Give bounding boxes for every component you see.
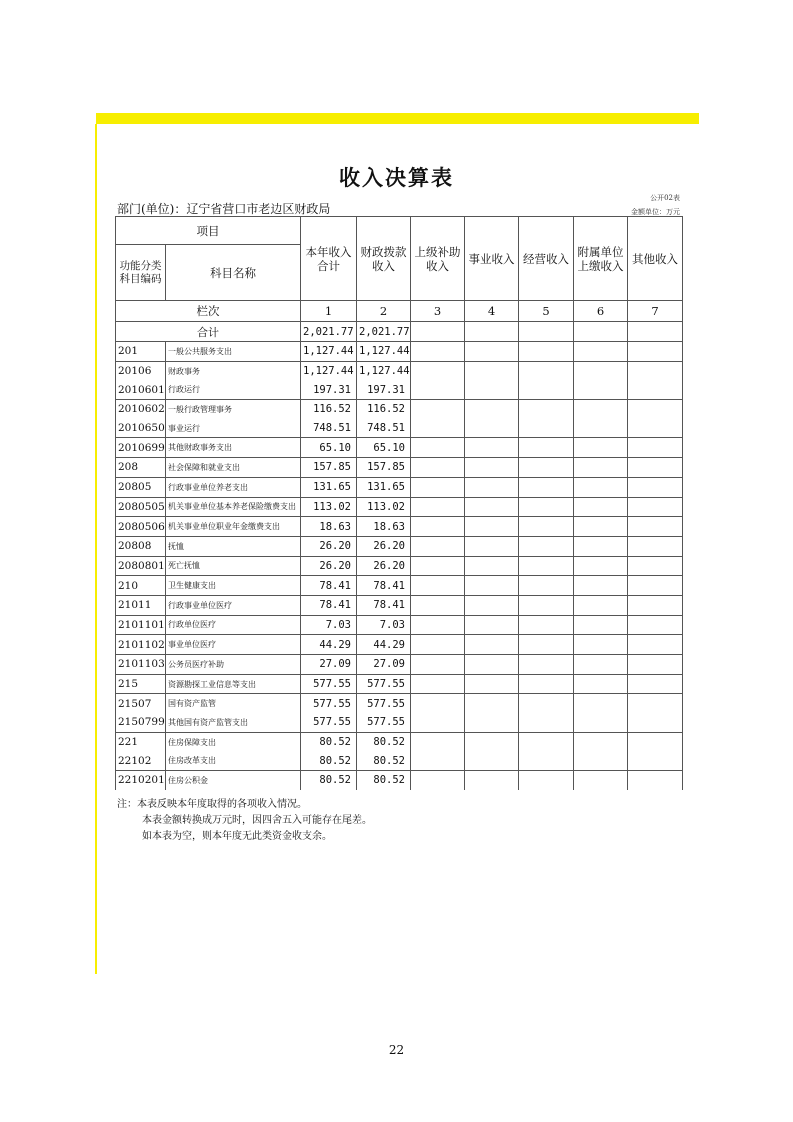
row-empty-cell: [519, 400, 574, 419]
row-c2: 80.52: [357, 751, 411, 770]
row-empty-cell: [465, 674, 519, 694]
row-code: 20805: [116, 477, 166, 497]
row-empty-cell: [519, 674, 574, 694]
row-empty-cell: [465, 751, 519, 770]
row-name: 一般行政管理事务: [166, 400, 301, 419]
row-empty-cell: [411, 419, 465, 438]
row-name: 住房改革支出: [166, 751, 301, 770]
row-c2: 116.52: [357, 400, 411, 419]
table-row: [116, 615, 683, 635]
row-empty-cell: [519, 713, 574, 732]
row-empty-cell: [574, 400, 628, 419]
row-empty-cell: [465, 517, 519, 537]
row-empty-cell: [519, 361, 574, 380]
header-func-code: 功能分类科目编码: [116, 245, 166, 301]
row-c1: 7.03: [301, 615, 357, 635]
total-row: [116, 322, 683, 342]
row-empty-cell: [465, 361, 519, 380]
row-empty-cell: [574, 419, 628, 438]
row-code: 21011: [116, 595, 166, 615]
row-empty-cell: [519, 497, 574, 517]
row-empty-cell: [628, 595, 683, 615]
row-empty-cell: [519, 576, 574, 596]
col-number: 2: [357, 301, 411, 322]
row-empty-cell: [628, 517, 683, 537]
row-empty-cell: [465, 732, 519, 751]
row-empty-cell: [628, 556, 683, 576]
row-empty-cell: [411, 694, 465, 713]
row-empty-cell: [519, 477, 574, 497]
row-empty-cell: [465, 342, 519, 362]
row-empty-cell: [628, 342, 683, 362]
row-code: 20106: [116, 361, 166, 380]
row-code: 2080505: [116, 497, 166, 517]
header-col2: 财政拨款收入: [357, 217, 411, 301]
col-number: 5: [519, 301, 574, 322]
row-c1: 113.02: [301, 497, 357, 517]
row-c1: 18.63: [301, 517, 357, 537]
row-c2: 44.29: [357, 635, 411, 655]
row-empty-cell: [465, 615, 519, 635]
row-c1: 748.51: [301, 419, 357, 438]
row-c2: 1,127.44: [357, 361, 411, 380]
row-name: 行政事业单位医疗: [166, 595, 301, 615]
row-c2: 80.52: [357, 771, 411, 790]
row-empty-cell: [628, 635, 683, 655]
top-accent-bar: [96, 113, 699, 124]
row-c1: 157.85: [301, 458, 357, 478]
row-empty-cell: [574, 655, 628, 675]
table-row: [116, 694, 683, 713]
row-empty-cell: [465, 400, 519, 419]
row-empty-cell: [628, 615, 683, 635]
row-code: 201: [116, 342, 166, 362]
row-empty-cell: [628, 674, 683, 694]
table-row: [116, 732, 683, 751]
row-empty-cell: [411, 655, 465, 675]
row-c2: 157.85: [357, 458, 411, 478]
row-empty-cell: [628, 400, 683, 419]
row-c2: 78.41: [357, 595, 411, 615]
row-code: 2010699: [116, 438, 166, 458]
row-code: 2101102: [116, 635, 166, 655]
row-c1: 78.41: [301, 576, 357, 596]
row-c2: 577.55: [357, 713, 411, 732]
row-name: 行政运行: [166, 380, 301, 399]
row-empty-cell: [628, 361, 683, 380]
row-code: 2080506: [116, 517, 166, 537]
row-empty-cell: [574, 713, 628, 732]
row-empty-cell: [411, 380, 465, 399]
row-empty-cell: [411, 674, 465, 694]
row-empty-cell: [411, 536, 465, 556]
table-row: [116, 536, 683, 556]
row-empty-cell: [519, 771, 574, 790]
row-empty-cell: [574, 361, 628, 380]
row-code: 215: [116, 674, 166, 694]
header-col7: 其他收入: [628, 217, 683, 301]
col-number: 1: [301, 301, 357, 322]
table-row: [116, 517, 683, 537]
row-c2: 80.52: [357, 732, 411, 751]
row-code: 22102: [116, 751, 166, 770]
table-row: [116, 635, 683, 655]
row-name: 抚恤: [166, 536, 301, 556]
row-c2: 113.02: [357, 497, 411, 517]
row-empty-cell: [465, 694, 519, 713]
row-empty-cell: [574, 380, 628, 399]
row-empty-cell: [574, 615, 628, 635]
left-accent-line: [95, 124, 97, 974]
row-empty-cell: [519, 595, 574, 615]
row-c2: 7.03: [357, 615, 411, 635]
row-c1: 44.29: [301, 635, 357, 655]
table-row: [116, 400, 683, 419]
row-name: 死亡抚恤: [166, 556, 301, 576]
row-c1: 131.65: [301, 477, 357, 497]
table-row: [116, 576, 683, 596]
row-empty-cell: [465, 556, 519, 576]
row-empty-cell: [411, 400, 465, 419]
row-name: 一般公共服务支出: [166, 342, 301, 362]
row-empty-cell: [411, 615, 465, 635]
form-number: 公开02表: [650, 194, 680, 202]
header-col5: 经营收入: [519, 217, 574, 301]
row-empty-cell: [628, 380, 683, 399]
row-empty-cell: [465, 655, 519, 675]
row-empty-cell: [411, 713, 465, 732]
header-subject-name: 科目名称: [166, 245, 301, 301]
row-empty-cell: [411, 556, 465, 576]
row-name: 公务员医疗补助: [166, 655, 301, 675]
row-empty-cell: [574, 674, 628, 694]
row-empty-cell: [465, 458, 519, 478]
row-empty-cell: [574, 342, 628, 362]
row-c2: 577.55: [357, 694, 411, 713]
table-row: [116, 556, 683, 576]
row-name: 其他国有资产监管支出: [166, 713, 301, 732]
row-empty-cell: [574, 458, 628, 478]
row-name: 卫生健康支出: [166, 576, 301, 596]
row-name: 事业单位医疗: [166, 635, 301, 655]
row-c2: 1,127.44: [357, 342, 411, 362]
row-c1: 26.20: [301, 556, 357, 576]
row-empty-cell: [519, 342, 574, 362]
row-empty-cell: [411, 517, 465, 537]
row-empty-cell: [628, 771, 683, 790]
col-number: 3: [411, 301, 465, 322]
row-empty-cell: [574, 536, 628, 556]
row-c2: 197.31: [357, 380, 411, 399]
row-c1: 80.52: [301, 732, 357, 751]
table-row: [116, 342, 683, 362]
row-empty-cell: [465, 635, 519, 655]
row-code: 221: [116, 732, 166, 751]
row-empty-cell: [519, 438, 574, 458]
income-table: [115, 216, 683, 790]
row-empty-cell: [411, 361, 465, 380]
table-row: [116, 713, 683, 732]
table-row: [116, 751, 683, 770]
row-c1: 1,127.44: [301, 361, 357, 380]
row-c1: 577.55: [301, 674, 357, 694]
row-c2: 748.51: [357, 419, 411, 438]
row-empty-cell: [411, 595, 465, 615]
row-empty-cell: [465, 595, 519, 615]
row-name: 机关事业单位职业年金缴费支出: [166, 517, 301, 537]
row-code: 208: [116, 458, 166, 478]
table-notes: [117, 797, 372, 845]
row-empty-cell: [574, 477, 628, 497]
row-c2: 26.20: [357, 536, 411, 556]
row-empty-cell: [411, 635, 465, 655]
row-empty-cell: [519, 694, 574, 713]
row-name: 住房公积金: [166, 771, 301, 790]
note-line: 如本表为空，则本年度无此类资金收支余。: [142, 831, 332, 842]
row-code: 2010602: [116, 400, 166, 419]
col-number: 7: [628, 301, 683, 322]
row-c2: 78.41: [357, 576, 411, 596]
table-row: [116, 595, 683, 615]
row-empty-cell: [519, 655, 574, 675]
row-code: 2010650: [116, 419, 166, 438]
table-row: [116, 655, 683, 675]
row-empty-cell: [411, 438, 465, 458]
row-name: 社会保障和就业支出: [166, 458, 301, 478]
row-empty-cell: [519, 732, 574, 751]
row-name: 财政事务: [166, 361, 301, 380]
row-empty-cell: [574, 576, 628, 596]
row-empty-cell: [574, 556, 628, 576]
row-empty-cell: [411, 751, 465, 770]
row-empty-cell: [519, 536, 574, 556]
row-code: 210: [116, 576, 166, 596]
row-empty-cell: [628, 713, 683, 732]
header-col3: 上级补助收入: [411, 217, 465, 301]
row-empty-cell: [519, 556, 574, 576]
row-empty-cell: [411, 497, 465, 517]
row-empty-cell: [519, 380, 574, 399]
row-empty-cell: [628, 477, 683, 497]
row-empty-cell: [628, 497, 683, 517]
table-row: [116, 361, 683, 380]
table-row: [116, 438, 683, 458]
row-empty-cell: [411, 342, 465, 362]
table-row: [116, 497, 683, 517]
row-empty-cell: [465, 380, 519, 399]
row-empty-cell: [411, 477, 465, 497]
row-code: 2101101: [116, 615, 166, 635]
table-row: [116, 771, 683, 790]
table-row: [116, 458, 683, 478]
row-c1: 197.31: [301, 380, 357, 399]
row-c1: 577.55: [301, 694, 357, 713]
row-c2: 65.10: [357, 438, 411, 458]
col-number: 6: [574, 301, 628, 322]
row-c1: 80.52: [301, 751, 357, 770]
row-c2: 26.20: [357, 556, 411, 576]
row-c1: 116.52: [301, 400, 357, 419]
row-empty-cell: [465, 497, 519, 517]
row-empty-cell: [519, 635, 574, 655]
row-empty-cell: [519, 615, 574, 635]
row-empty-cell: [411, 771, 465, 790]
row-c2: 18.63: [357, 517, 411, 537]
row-empty-cell: [574, 732, 628, 751]
row-empty-cell: [628, 751, 683, 770]
row-empty-cell: [411, 576, 465, 596]
row-empty-cell: [574, 517, 628, 537]
row-empty-cell: [628, 655, 683, 675]
note-line: 本表金额转换成万元时，因四舍五入可能存在尾差。: [142, 815, 372, 826]
row-c1: 65.10: [301, 438, 357, 458]
row-empty-cell: [574, 595, 628, 615]
row-c1: 78.41: [301, 595, 357, 615]
row-c2: 27.09: [357, 655, 411, 675]
row-code: 2150799: [116, 713, 166, 732]
row-name: 资源勘探工业信息等支出: [166, 674, 301, 694]
total-c1: 2,021.77: [301, 322, 357, 342]
header-col4: 事业收入: [465, 217, 519, 301]
row-empty-cell: [574, 694, 628, 713]
total-c2: 2,021.77: [357, 322, 411, 342]
row-c1: 27.09: [301, 655, 357, 675]
row-empty-cell: [465, 419, 519, 438]
row-c1: 577.55: [301, 713, 357, 732]
amount-unit: 金额单位：万元: [631, 208, 680, 216]
row-empty-cell: [574, 497, 628, 517]
row-empty-cell: [628, 536, 683, 556]
row-code: 21507: [116, 694, 166, 713]
table-row: [116, 419, 683, 438]
header-project: 项目: [116, 217, 301, 245]
row-empty-cell: [519, 458, 574, 478]
row-empty-cell: [465, 438, 519, 458]
row-name: 机关事业单位基本养老保险缴费支出: [166, 497, 301, 517]
row-empty-cell: [628, 419, 683, 438]
row-empty-cell: [465, 477, 519, 497]
col-number: 4: [465, 301, 519, 322]
row-empty-cell: [574, 635, 628, 655]
row-empty-cell: [465, 536, 519, 556]
row-empty-cell: [574, 751, 628, 770]
row-name: 事业运行: [166, 419, 301, 438]
row-empty-cell: [465, 771, 519, 790]
row-empty-cell: [519, 517, 574, 537]
row-empty-cell: [628, 732, 683, 751]
row-empty-cell: [411, 458, 465, 478]
row-empty-cell: [628, 438, 683, 458]
header-col6: 附属单位上缴收入: [574, 217, 628, 301]
note-line: 注：本表反映本年度取得的各项收入情况。: [117, 799, 307, 810]
page-title: 收入决算表: [339, 166, 454, 190]
row-empty-cell: [574, 771, 628, 790]
row-c1: 80.52: [301, 771, 357, 790]
row-empty-cell: [465, 576, 519, 596]
row-c1: 26.20: [301, 536, 357, 556]
row-empty-cell: [628, 458, 683, 478]
row-code: 20808: [116, 536, 166, 556]
header-col1: 本年收入合计: [301, 217, 357, 301]
row-empty-cell: [411, 732, 465, 751]
row-code: 2010601: [116, 380, 166, 399]
table-row: [116, 380, 683, 399]
row-c2: 131.65: [357, 477, 411, 497]
page-number: 22: [388, 1043, 405, 1057]
table-row: [116, 674, 683, 694]
row-empty-cell: [628, 694, 683, 713]
row-name: 其他财政事务支出: [166, 438, 301, 458]
total-label: 合计: [116, 322, 301, 342]
row-code: 2080801: [116, 556, 166, 576]
header-row-label: 栏次: [116, 301, 301, 322]
row-empty-cell: [519, 419, 574, 438]
row-code: 2101103: [116, 655, 166, 675]
department-label: 部门(单位)：辽宁省营口市老边区财政局: [117, 202, 331, 216]
row-name: 住房保障支出: [166, 732, 301, 751]
row-empty-cell: [465, 713, 519, 732]
row-empty-cell: [574, 438, 628, 458]
row-c2: 577.55: [357, 674, 411, 694]
row-empty-cell: [519, 751, 574, 770]
row-code: 2210201: [116, 771, 166, 790]
row-empty-cell: [628, 576, 683, 596]
row-c1: 1,127.44: [301, 342, 357, 362]
row-name: 行政单位医疗: [166, 615, 301, 635]
row-name: 行政事业单位养老支出: [166, 477, 301, 497]
table-row: [116, 477, 683, 497]
row-name: 国有资产监管: [166, 694, 301, 713]
